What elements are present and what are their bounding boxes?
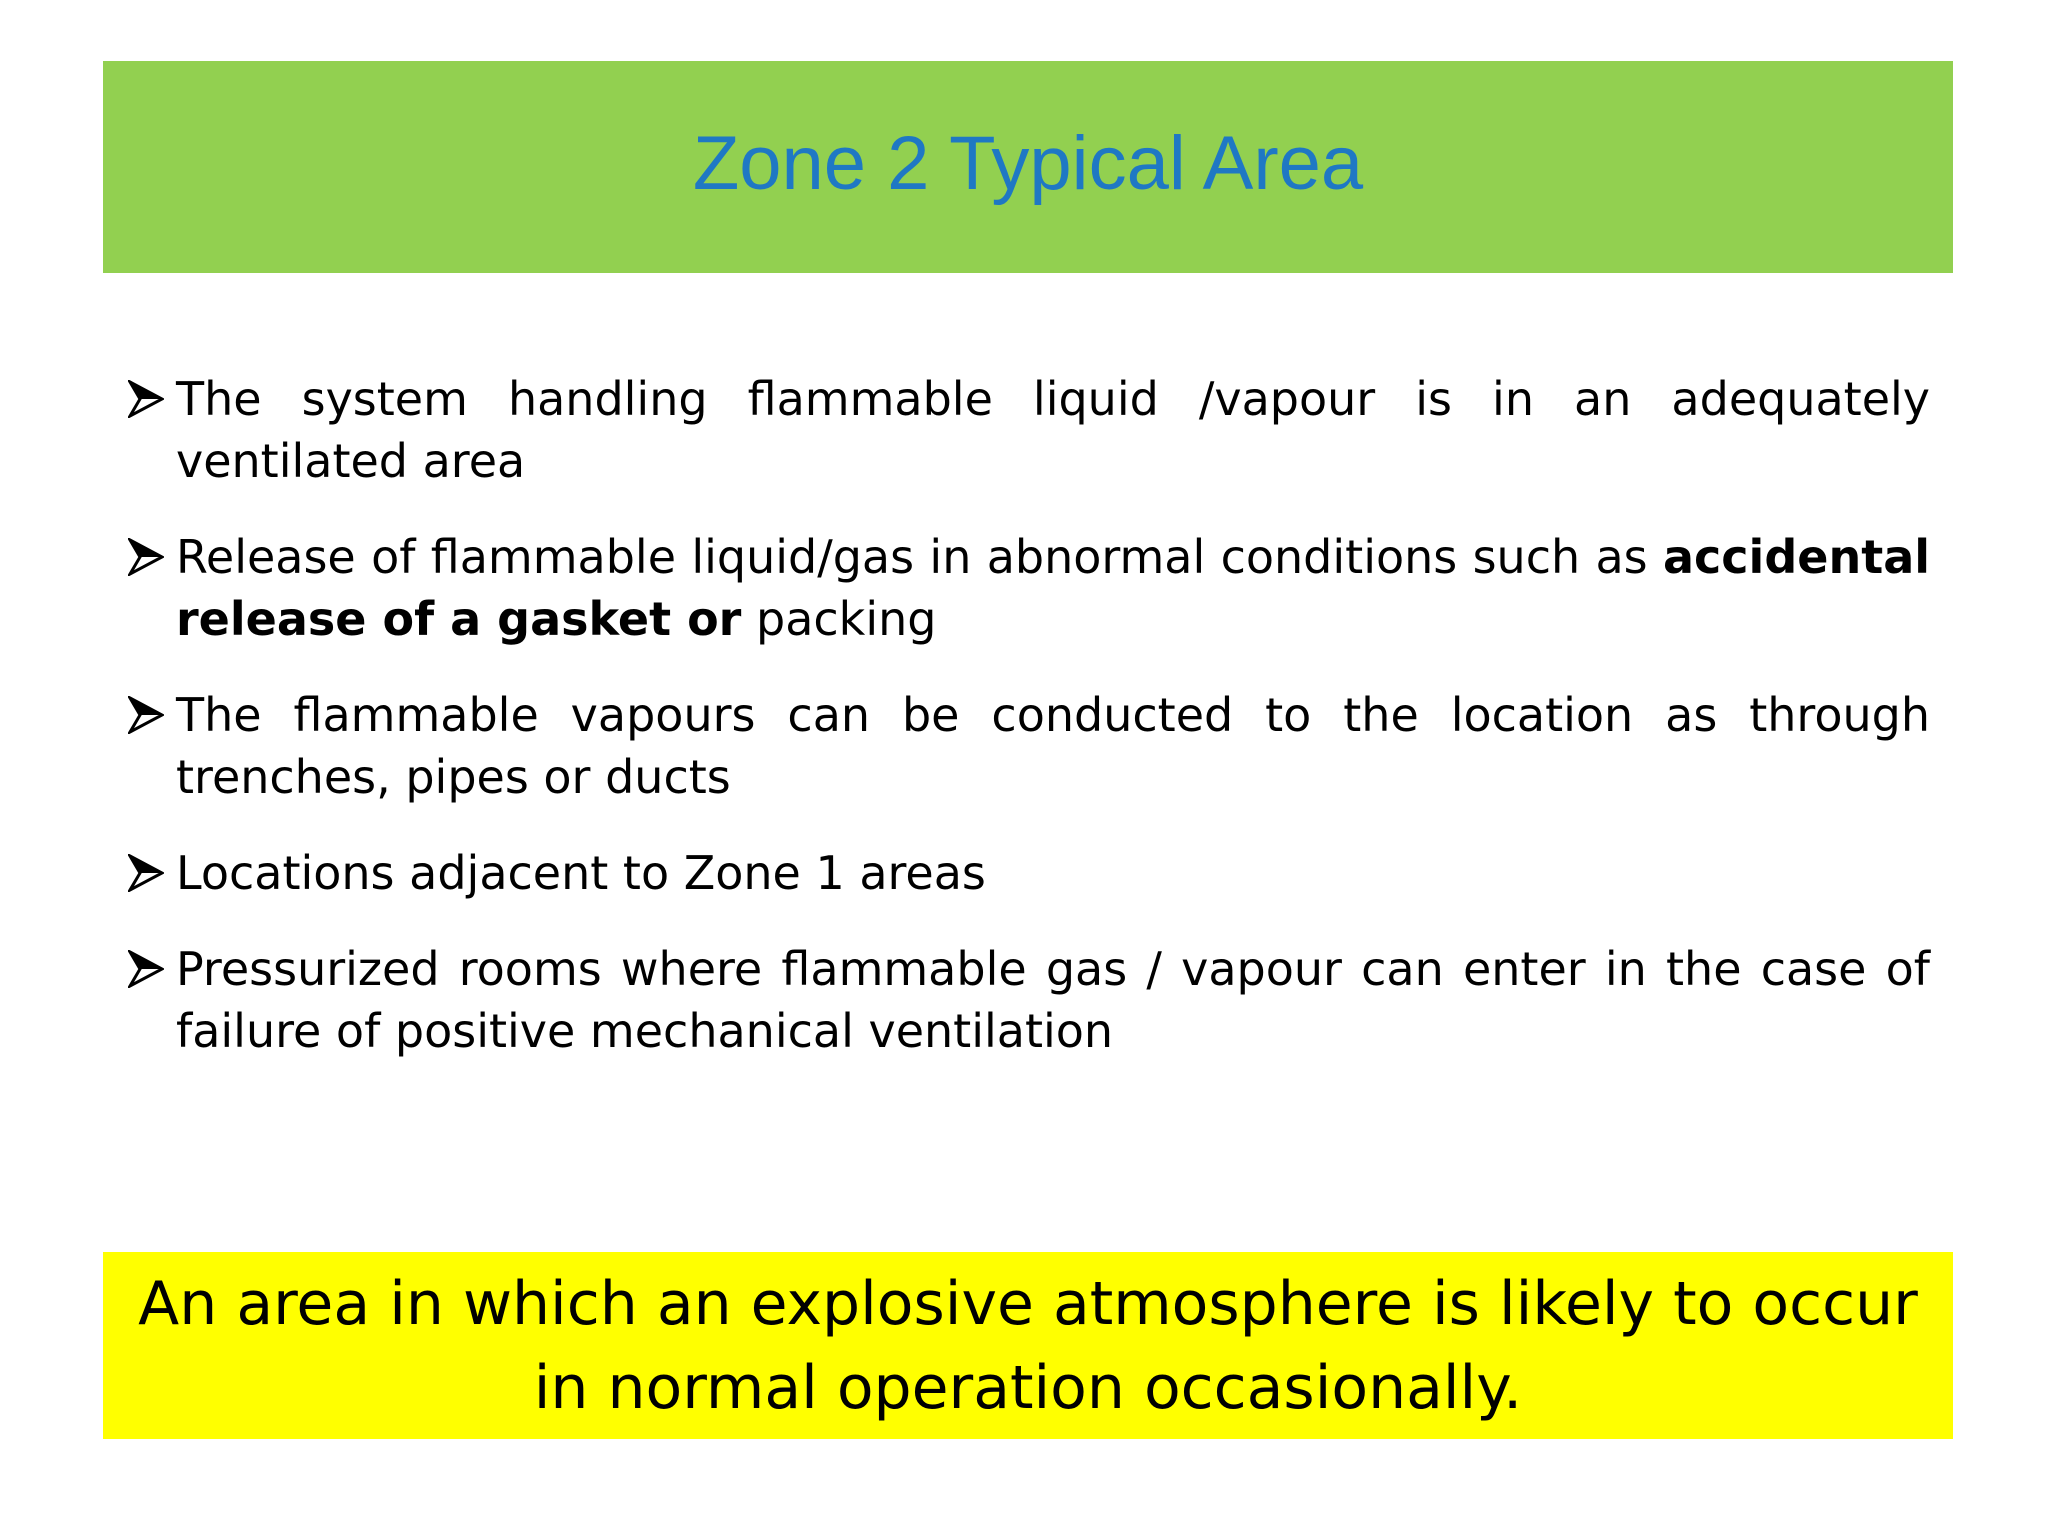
bullet-item [128,368,1930,492]
bullet-text-end: packing [741,592,937,646]
title-bar [103,61,1953,273]
arrowhead-bullet-icon [128,696,164,734]
bullet-text: The system handling flammable liquid /vapour is in an adequately ventilated area [176,372,1930,488]
definition-banner [103,1252,1953,1439]
arrowhead-bullet-icon [128,854,164,892]
arrowhead-bullet-icon [128,538,164,576]
arrowhead-bullet-icon [128,950,164,988]
arrowhead-bullet-icon [128,380,164,418]
bullet-item [128,526,1930,650]
bullet-text: Locations adjacent to Zone 1 areas [176,846,986,900]
bullet-item [128,842,1930,904]
bullet-list [128,368,1930,1096]
bullet-text: Pressurized rooms where flammable gas / vapour can enter in the case of failure of positive mechanical ventilation [176,942,1930,1058]
bullet-text: The flammable vapours can be conducted to the location as through trenches, pipes or ducts [176,688,1930,804]
definition-text: An area in which an explosive atmosphere is likely to occur in normal operation occasionally. [138,1268,1918,1423]
bullet-text-start: Release of flammable liquid/gas in abnormal conditions such as [176,530,1663,584]
slide-title: Zone 2 Typical Area [692,120,1364,206]
bullet-text [176,530,1930,646]
bullet-item [128,938,1930,1062]
bullet-item [128,684,1930,808]
bullet-text-bold: accidental release of a gasket or [176,530,1930,646]
